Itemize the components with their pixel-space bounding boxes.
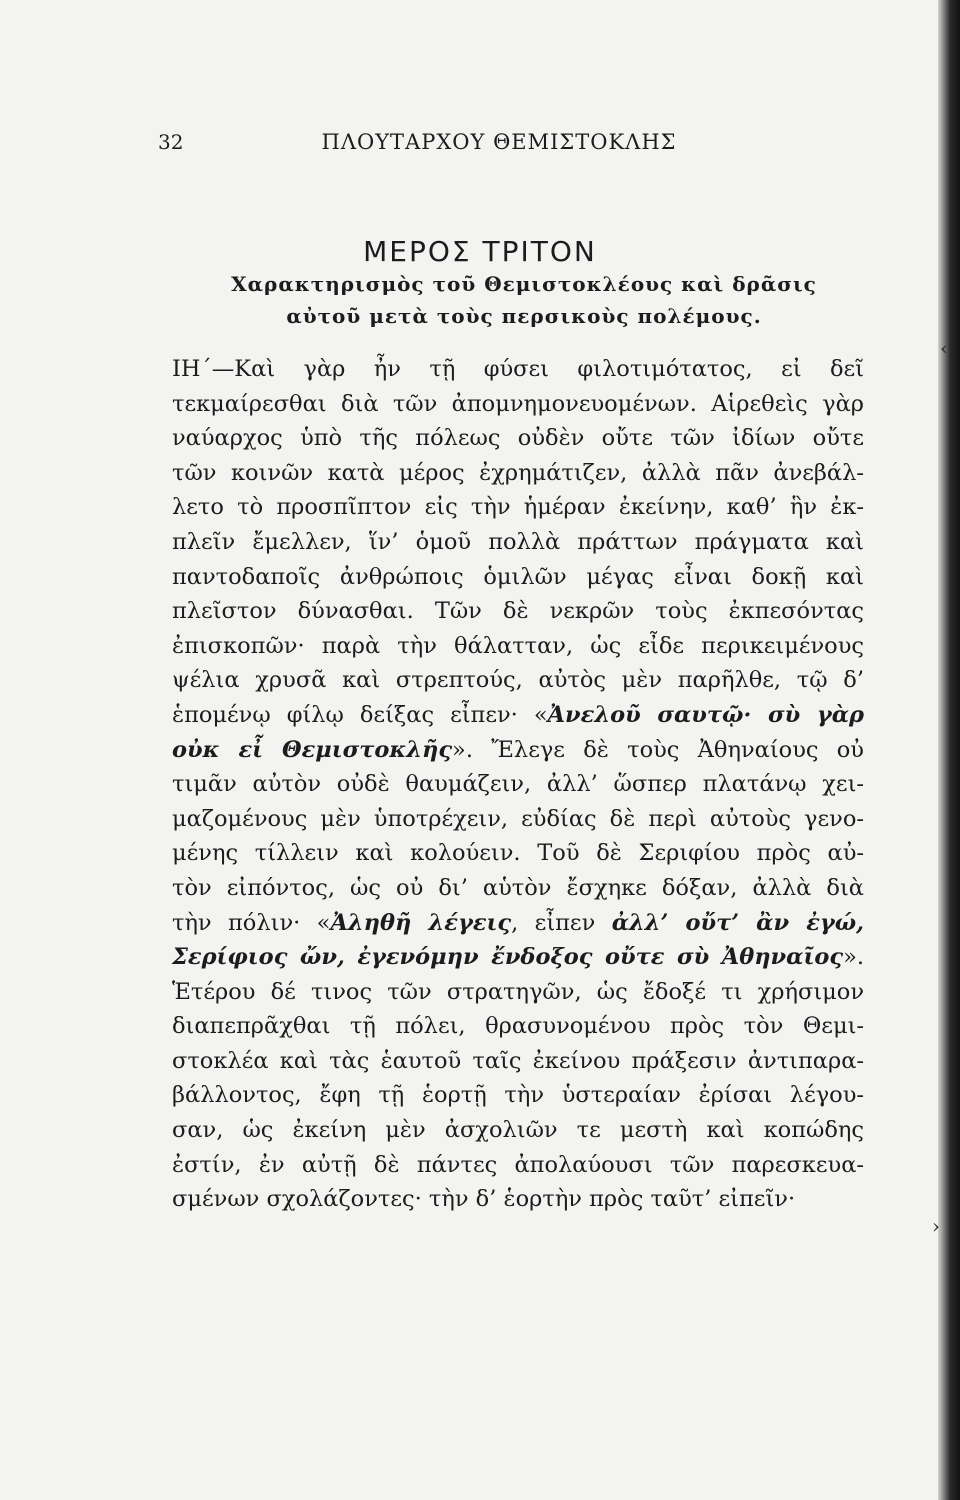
- text-line: [172, 940, 864, 975]
- text-line: τεκμαίρεσθαι διὰ τῶν ἀπομνημονευομένων. Αἱρεθεὶς γὰρ: [172, 390, 864, 417]
- text-run: ἑπομένῳ φίλῳ δείξας εἶπεν· «: [172, 701, 548, 728]
- text-line: πλεῖν ἔμελλεν, ἵν’ ὁμοῦ πολλὰ πράττων πράγματα καὶ: [172, 528, 864, 555]
- margin-mark-icon: ›: [932, 1214, 940, 1238]
- text-line: ἐπισκοπῶν· παρὰ τὴν θάλατταν, ὡς εἶδε περικειμένους: [172, 632, 864, 659]
- text-line: σμένων σχολάζοντες· τὴν δ’ ἑορτὴν πρὸς ταῦτ’ εἰπεῖν·: [172, 1186, 796, 1213]
- text-line: μένης τίλλειν καὶ κολούειν. Τοῦ δὲ Σεριφίου πρὸς αὐ-: [172, 840, 864, 867]
- text-line: [172, 733, 864, 768]
- page-header: [158, 130, 840, 160]
- quote-emphasis: Ἀληθῆ λέγεις: [330, 909, 512, 936]
- text-run: , εἶπεν: [511, 909, 612, 936]
- text-line: στοκλέα καὶ τὰς ἑαυτοῦ ταῖς ἐκείνου πράξεσιν ἀντιπαρα-: [172, 1047, 864, 1074]
- quote-emphasis: Σερίφιος ὤν, ἐγενόμην ἔνδοξος οὔτε σὺ Ἀθηναῖος: [172, 944, 844, 971]
- text-line: σαν, ὡς ἐκείνη μὲν ἀσχολιῶν τε μεστὴ καὶ κοπώδης: [172, 1117, 864, 1144]
- text-line: λετο τὸ προσπῖπτον εἰς τὴν ἡμέραν ἐκείνην, καθ’ ἣν ἐκ-: [172, 494, 864, 521]
- subtitle-line: αὐτοῦ μετὰ τοὺς περσικοὺς πολέμους.: [286, 304, 762, 328]
- text-line: Ἑτέρου δέ τινος τῶν στρατηγῶν, ὡς ἔδοξέ τι χρήσιμον: [172, 978, 864, 1005]
- text-line: βάλλοντος, ἔφη τῇ ἑορτῇ τὴν ὑστεραίαν ἐρίσαι λέγου-: [172, 1082, 864, 1109]
- text-line: πλεῖστον δύνασθαι. Τῶν δὲ νεκρῶν τοὺς ἐκπεσόντας: [172, 598, 864, 625]
- page-edge-shadow: [938, 0, 960, 1500]
- quote-emphasis: ἀλλ’ οὔτ’ ἂν ἐγώ,: [611, 909, 864, 936]
- margin-mark-icon: ‹: [940, 336, 948, 360]
- text-line: τὸν εἰπόντος, ὡς οὐ δι’ αὑτὸν ἔσχηκε δόξαν, ἀλλὰ διὰ: [172, 874, 864, 901]
- text-line: τῶν κοινῶν κατὰ μέρος ἐχρημάτιζεν, ἀλλὰ πᾶν ἀνεβάλ-: [172, 459, 864, 486]
- text-line: [172, 698, 864, 733]
- text-line: [172, 906, 864, 941]
- subtitle-line: Χαρακτηρισμὸς τοῦ Θεμιστοκλέους καὶ δρᾶσις: [231, 272, 817, 296]
- part-title: ΜΕΡΟΣ ΤΡΙΤΟΝ: [363, 235, 597, 269]
- running-title: ΠΛΟΥΤΑΡΧΟΥ ΘΕΜΙΣΤΟΚΛΗΣ: [321, 130, 677, 154]
- body-text: [172, 352, 864, 1217]
- quote-emphasis: οὐκ εἶ Θεμιστοκλῆς: [172, 736, 453, 763]
- text-line: παντοδαποῖς ἀνθρώποις ὁμιλῶν μέγας εἶναι δοκῇ καὶ: [172, 563, 864, 590]
- text-line: ναύαρχος ὑπὸ τῆς πόλεως οὐδὲν οὔτε τῶν ἰδίων οὔτε: [172, 425, 864, 452]
- text-line: ψέλια χρυσᾶ καὶ στρεπτούς, αὐτὸς μὲν παρῆλθε, τῷ δ’: [172, 667, 864, 694]
- text-run: ». Ἔλεγε δὲ τοὺς Ἀθηναίους οὐ: [452, 736, 864, 763]
- text-line: διαπεπρᾶχθαι τῇ πόλει, θρασυνομένου πρὸς τὸν Θεμι-: [172, 1013, 864, 1040]
- page-number: 32: [158, 130, 184, 154]
- quote-emphasis: Ἀνελοῦ σαυτῷ· σὺ γὰρ: [547, 701, 864, 728]
- text-line: μαζομένους μὲν ὑποτρέχειν, εὐδίας δὲ περὶ αὐτοὺς γενο-: [172, 805, 864, 832]
- section-subtitle: [180, 268, 868, 332]
- text-line: ΙΗ΄—Καὶ γὰρ ἦν τῇ φύσει φιλοτιμότατος, εἰ δεῖ: [172, 356, 864, 382]
- text-line: τιμᾶν αὐτὸν οὐδὲ θαυμάζειν, ἀλλ’ ὥσπερ πλατάνῳ χει-: [172, 771, 864, 798]
- text-run: ».: [843, 944, 864, 971]
- text-line: ἐστίν, ἐν αὐτῇ δὲ πάντες ἀπολαύουσι τῶν παρεσκευα-: [172, 1151, 864, 1178]
- text-run: τὴν πόλιν· «: [172, 909, 331, 936]
